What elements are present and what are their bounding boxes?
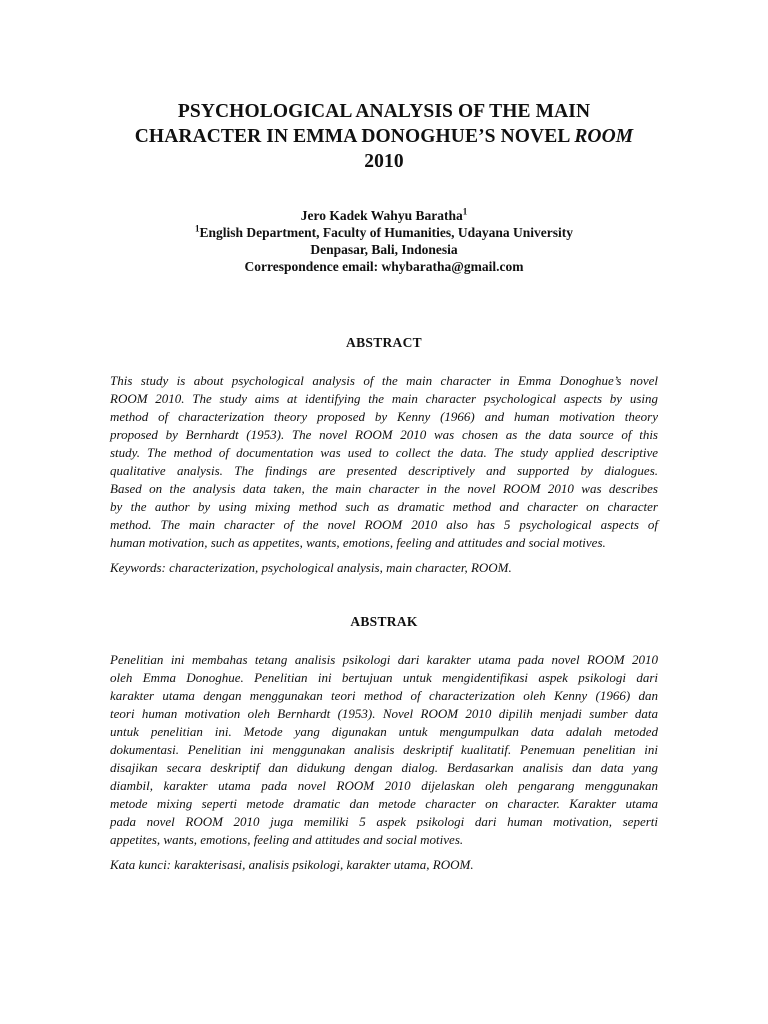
abstract-line: study. The method of documentation was used to collect the data. The study applied descriptive [110,445,658,460]
title-novel-name: ROOM [574,126,634,147]
abstract-line: ROOM 2010. The study aims at identifying the main character psychological aspects by using [110,391,658,406]
author-name: Jero Kadek Wahyu Baratha [300,208,463,223]
abstract-body [110,372,658,552]
author-affiliation-line [110,224,658,241]
abstract-line: Based on the analysis data taken, the main character in the novel ROOM 2010 was describes [110,481,658,496]
abstract-line: proposed by Bernhardt (1953). The novel ROOM 2010 was chosen as the data source of this [110,427,658,442]
abstrak-line: dokumentasi. Penelitian ini menggunakan analisis deskriptif kualitatif. Penemuan penelitian ini [110,742,658,757]
abstrak-line: karakter utama dengan menggunakan teori method of characterization oleh Kenny (1966) dan [110,688,658,703]
paper-title [100,99,668,174]
abstrak-line: Penelitian ini membahas tetang analisis psikologi dari karakter utama pada novel ROOM 2010 [110,652,658,667]
affiliation-superscript: 1 [194,223,200,234]
author-name-line [110,207,658,224]
abstract-line: This study is about psychological analysis of the main character in Emma Donoghue’s novel [110,373,658,388]
abstrak-body [110,651,658,849]
abstrak-heading: ABSTRAK [350,614,418,629]
abstract-line: by the author by using mixing method such as dramatic method and character on character [110,499,658,514]
author-affiliation: English Department, Faculty of Humanities, Udayana University [199,225,573,240]
abstract-keywords: Keywords: characterization, psychological analysis, main character, ROOM. [110,560,512,575]
abstrak-keywords: Kata kunci: karakterisasi, analisis psikologi, karakter utama, ROOM. [110,857,474,872]
abstrak-line: metode mixing seperti metode dramatic dan metode character on character. Karakter utama [110,796,658,811]
author-block [110,207,658,275]
title-line-2 [100,124,668,149]
author-email: Correspondence email: whybaratha@gmail.com [244,259,524,274]
title-line-1: PSYCHOLOGICAL ANALYSIS OF THE MAIN [177,101,591,122]
title-line-3: 2010 [364,151,404,172]
abstract-line: human motivation, such as appetites, wants, emotions, feeling and attitudes and social motives. [110,535,606,550]
abstract-line: method. The main character of the novel ROOM 2010 also has 5 psychological aspects of [110,517,658,532]
abstrak-line: teori human motivation oleh Bernhardt (1953). Novel ROOM 2010 dipilih menjadi sumber data [110,706,658,721]
title-line-2-text: CHARACTER IN EMMA DONOGHUE’S NOVEL [134,126,575,147]
abstrak-line: pada novel ROOM 2010 juga memiliki 5 aspek psikologi dari human motivation, seperti [110,814,658,829]
abstrak-line: untuk penelitian ini. Metode yang digunakan untuk mengumpulkan data adalah metoded [110,724,658,739]
abstrak-line: disajikan secara deskriptif dan didukung dengan dialog. Berdasarkan analisis dan data yang [110,760,658,775]
abstract-line: qualitative analysis. The findings are presented descriptively and supported by dialogues. [110,463,658,478]
abstrak-line: appetites, wants, emotions, feeling and attitudes and social motives. [110,832,464,847]
abstract-heading: ABSTRACT [346,335,422,350]
abstrak-line: diambil, karakter utama pada novel ROOM 2010 dijelaskan oleh pengarang menggunakan [110,778,658,793]
author-superscript: 1 [462,206,468,217]
author-location: Denpasar, Bali, Indonesia [310,242,458,257]
abstrak-line: oleh Emma Donoghue. Penelitian ini bertujuan untuk mengidentifikasi aspek psikologi dari [110,670,658,685]
abstract-line: method of characterization theory proposed by Kenny (1966) and human motivation theory [110,409,658,424]
